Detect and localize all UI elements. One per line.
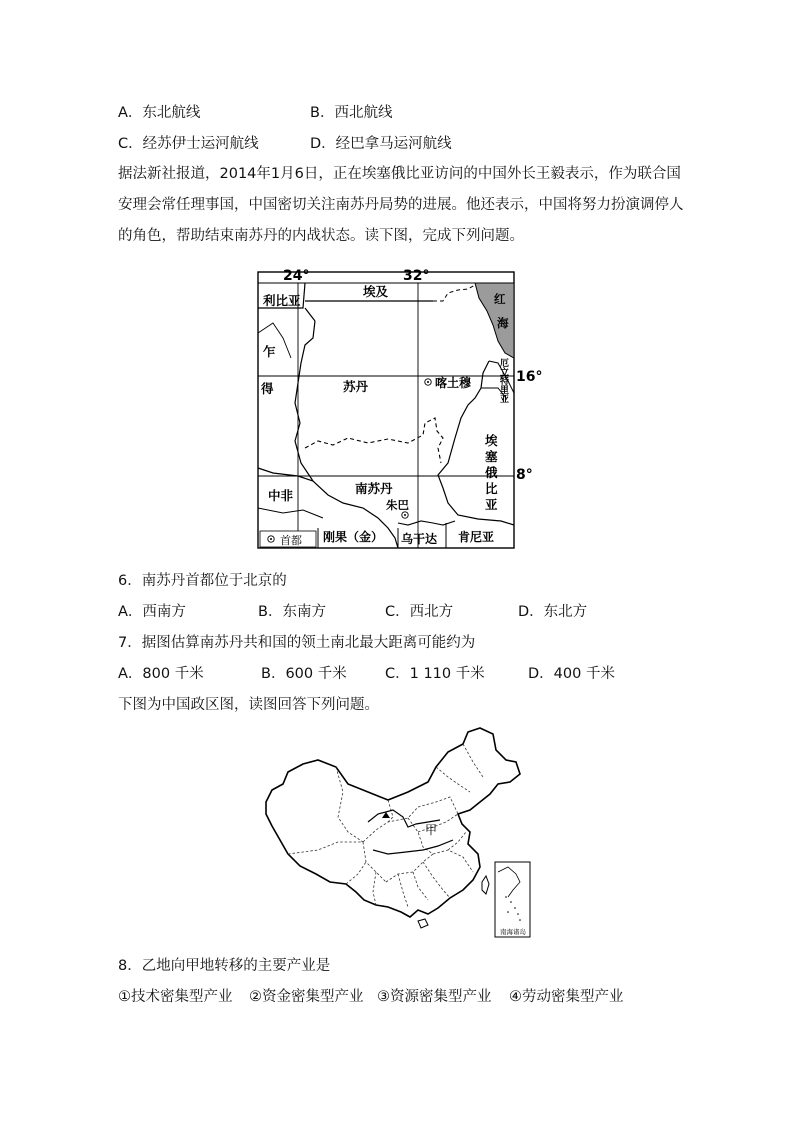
label-juba: 朱巴 xyxy=(386,498,409,512)
label-uganda: 乌干达 xyxy=(401,532,438,546)
intro2-text: 下图为中国政区图，读图回答下列问题。 xyxy=(118,697,379,713)
label-chad-1: 乍 xyxy=(263,344,276,359)
legend-label: 首都 xyxy=(280,534,302,547)
label-ethiopia-1: 埃 xyxy=(485,433,498,448)
q7-options xyxy=(118,667,678,685)
label-khartoum: 喀土穆 xyxy=(435,376,472,390)
label-sudan: 苏丹 xyxy=(343,379,369,394)
q6-option-d: D．东北方 xyxy=(518,604,588,620)
sudan-map xyxy=(243,263,543,553)
q6-options xyxy=(118,605,678,623)
china-map xyxy=(258,722,533,944)
label-ethiopia-3: 俄 xyxy=(485,465,498,480)
label-jia: 甲 xyxy=(425,823,438,837)
q7-option-c: C．1 110 千米 xyxy=(385,666,485,682)
label-ethiopia-4: 比 xyxy=(485,481,498,496)
q6-option-c: C．西北方 xyxy=(385,604,454,620)
q6-stem: 6．南苏丹首都位于北京的 xyxy=(118,573,287,589)
q5-option-c: C．经苏伊士运河航线 xyxy=(118,136,259,152)
q8-stem: 8．乙地向甲地转移的主要产业是 xyxy=(118,958,331,974)
q8-option-2: ②资金密集型产业 xyxy=(249,989,364,1005)
label-south-sudan: 南苏丹 xyxy=(355,481,393,496)
q6-option-b: B．东南方 xyxy=(258,604,326,620)
label-kenya: 肯尼亚 xyxy=(458,530,495,544)
q7-option-b: B．600 千米 xyxy=(261,666,347,682)
q7-option-d: D．400 千米 xyxy=(528,666,615,682)
label-eritrea-2: 立 xyxy=(500,368,510,378)
lon-24-label: 24° xyxy=(283,268,310,284)
q5-option-d: D．经巴拿马运河航线 xyxy=(310,136,452,152)
q5-option-b: B．西北航线 xyxy=(310,105,393,121)
q8-option-3: ③资源密集型产业 xyxy=(377,989,492,1005)
label-eritrea-1: 厄 xyxy=(500,359,510,369)
label-eritrea-5: 亚 xyxy=(500,395,510,405)
inset-caption: 南海诸岛 xyxy=(500,928,526,936)
label-red-sea-1: 红 xyxy=(494,292,506,306)
label-congo: 刚果（金） xyxy=(323,530,384,544)
q8-option-4: ④劳动密集型产业 xyxy=(509,989,624,1005)
label-libya: 利比亚 xyxy=(263,293,301,308)
label-ethiopia-5: 亚 xyxy=(485,497,498,512)
label-eritrea-4: 里 xyxy=(500,386,510,396)
lat-16-label: 16° xyxy=(516,369,543,385)
lat-8-label: 8° xyxy=(516,467,533,483)
label-eritrea-3: 特 xyxy=(500,377,510,387)
intro-paragraph: 据法新社报道，2014年1月6日，正在埃塞俄比亚访问的中国外长王毅表示，作为联合国安理会常任理事国，中国密切关注南苏丹局势的进展。他还表示，中国将努力扮演调停人的角色，帮助结束南苏丹的内战状态。读下图，完成下列问题。 xyxy=(118,166,684,244)
q5-option-a: A．东北航线 xyxy=(118,105,201,121)
q7-stem: 7．据图估算南苏丹共和国的领土南北最大距离可能约为 xyxy=(118,635,476,651)
q7-option-a: A．800 千米 xyxy=(118,666,204,682)
lon-32-label: 32° xyxy=(403,268,430,284)
label-red-sea-2: 海 xyxy=(497,316,509,330)
q6-option-a: A．西南方 xyxy=(118,604,186,620)
label-ethiopia-2: 塞 xyxy=(485,449,498,464)
q8-options xyxy=(118,990,688,1008)
label-egypt: 埃及 xyxy=(363,284,389,299)
q8-option-1: ①技术密集型产业 xyxy=(118,989,233,1005)
label-car: 中非 xyxy=(268,488,294,503)
label-chad-2: 得 xyxy=(261,381,274,396)
